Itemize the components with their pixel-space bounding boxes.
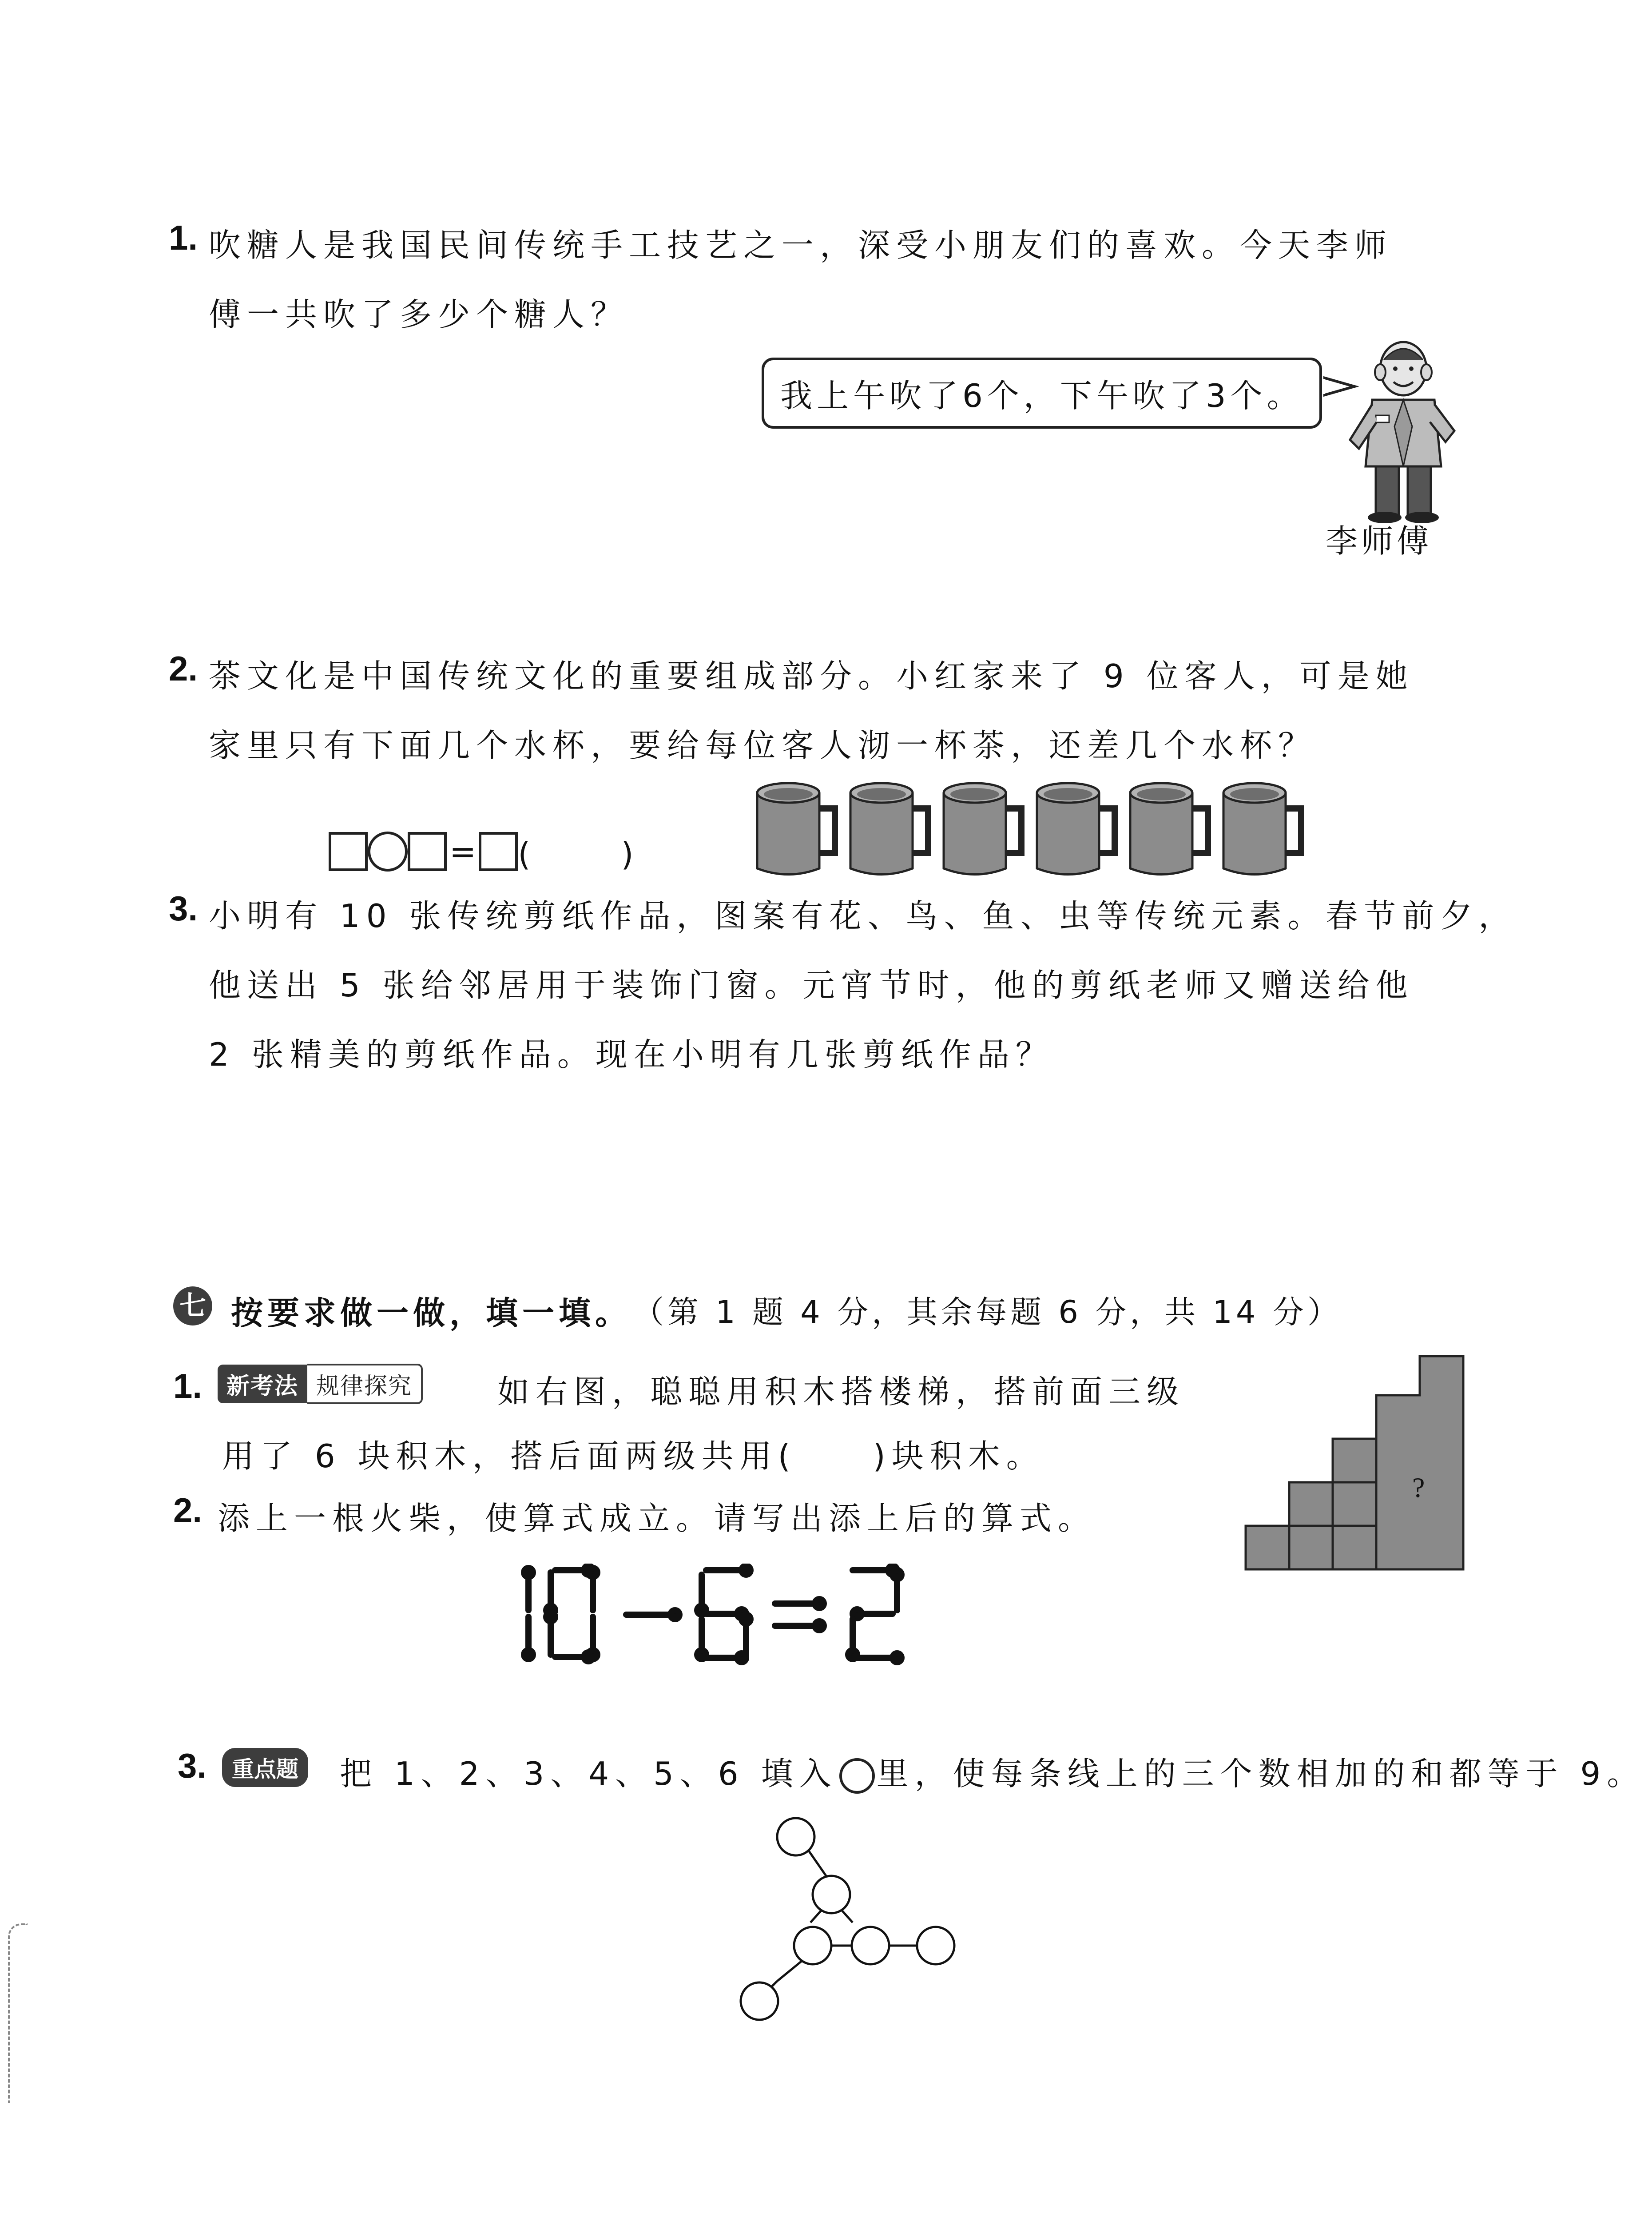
- master-li-illustration: [1341, 338, 1465, 524]
- staircase-blocks: [1243, 1355, 1519, 1572]
- speech-bubble: 我上午吹了6个，下午吹了3个。: [762, 358, 1322, 429]
- q3-text-line3: 2 张精美的剪纸作品。现在小明有几张剪纸作品？: [209, 1036, 1054, 1073]
- s7-q3-text: [340, 1748, 1645, 1794]
- s7-q3-text-b: 里，使每条线上的三个数相加的和都等于 9。: [876, 1755, 1645, 1792]
- section-seven-title: 按要求做一做，填一填。: [231, 1294, 632, 1332]
- blank-circle[interactable]: [852, 1927, 889, 1964]
- question-mark: ?: [1412, 1472, 1425, 1503]
- blank-circle[interactable]: [917, 1927, 954, 1964]
- cups-illustration: [755, 780, 1323, 882]
- new-method-badge: 新考法: [218, 1365, 307, 1403]
- s7-q3-number: 3.: [178, 1746, 207, 1785]
- inline-circle-icon: [839, 1758, 875, 1794]
- s7-q2-number: 2.: [173, 1491, 203, 1530]
- q3-number: 3.: [169, 889, 198, 928]
- cup-icon: [1130, 783, 1208, 875]
- unit-paren[interactable]: ( ): [518, 836, 643, 873]
- cup-icon: [850, 783, 928, 875]
- s7-q1-number: 1.: [173, 1366, 203, 1405]
- cup-icon: [757, 783, 835, 875]
- cup-icon: [944, 783, 1021, 875]
- q2-text-line2: 家里只有下面几个水杯，要给每位客人沏一杯茶，还差几个水杯？: [209, 727, 1317, 764]
- blank-circle[interactable]: [813, 1876, 850, 1913]
- master-li-caption: 李师傅: [1326, 522, 1433, 560]
- s7-q1-text-line1: 如右图，聪聪用积木搭楼梯，搭前面三级: [497, 1373, 1185, 1410]
- s7-q1-text-line2: 用了 6 块积木，搭后面两级共用( )块积木。: [222, 1437, 1044, 1475]
- q1-number: 1.: [169, 218, 198, 257]
- answer-box[interactable]: [329, 832, 368, 871]
- cup-icon: [1223, 783, 1301, 875]
- section-seven-score: （第 1 题 4 分，其余每题 6 分，共 14 分）: [633, 1294, 1342, 1330]
- q2-number: 2.: [169, 649, 198, 688]
- q3-text-line1: 小明有 10 张传统剪纸作品，图案有花、鸟、鱼、虫等传统元素。春节前夕，: [209, 897, 1517, 935]
- section-seven-marker: 七: [173, 1286, 212, 1325]
- equals-sign: =: [449, 833, 477, 870]
- binding-margin: [8, 1923, 28, 2103]
- s7-q3-badge-wrap: [222, 1748, 308, 1787]
- operator-circle[interactable]: [368, 832, 408, 872]
- s7-q2-text-line1: 添上一根火柴，使算式成立。请写出添上后的算式。: [218, 1500, 1096, 1537]
- matchstick-equation: [515, 1564, 941, 1670]
- blank-circle[interactable]: [741, 1982, 778, 2020]
- pattern-badge: 规律探究: [307, 1364, 423, 1404]
- q1-text-line2: 傅一共吹了多少个糖人？: [209, 296, 629, 333]
- q3-text-line2: 他送出 5 张给邻居用于装饰门窗。元宵节时，他的剪纸老师又赠送给他: [209, 967, 1414, 1004]
- blank-circle[interactable]: [777, 1818, 814, 1855]
- key-question-badge: 重点题: [222, 1748, 308, 1787]
- q1-text-line1: 吹糖人是我国民间传统手工技艺之一，深受小朋友们的喜欢。今天李师: [209, 227, 1393, 264]
- answer-box[interactable]: [408, 832, 447, 871]
- answer-box[interactable]: [479, 832, 518, 871]
- cup-icon: [1037, 783, 1115, 875]
- q2-text-line1: 茶文化是中国传统文化的重要组成部分。小红家来了 9 位客人，可是她: [209, 657, 1414, 695]
- blank-circle[interactable]: [794, 1927, 831, 1964]
- q2-answer-template: [329, 828, 643, 875]
- s7-q3-text-a: 把 1、2、3、4、5、6 填入: [340, 1755, 838, 1792]
- circle-network-diagram: [728, 1812, 977, 2034]
- s7-q1-badges: [218, 1364, 423, 1404]
